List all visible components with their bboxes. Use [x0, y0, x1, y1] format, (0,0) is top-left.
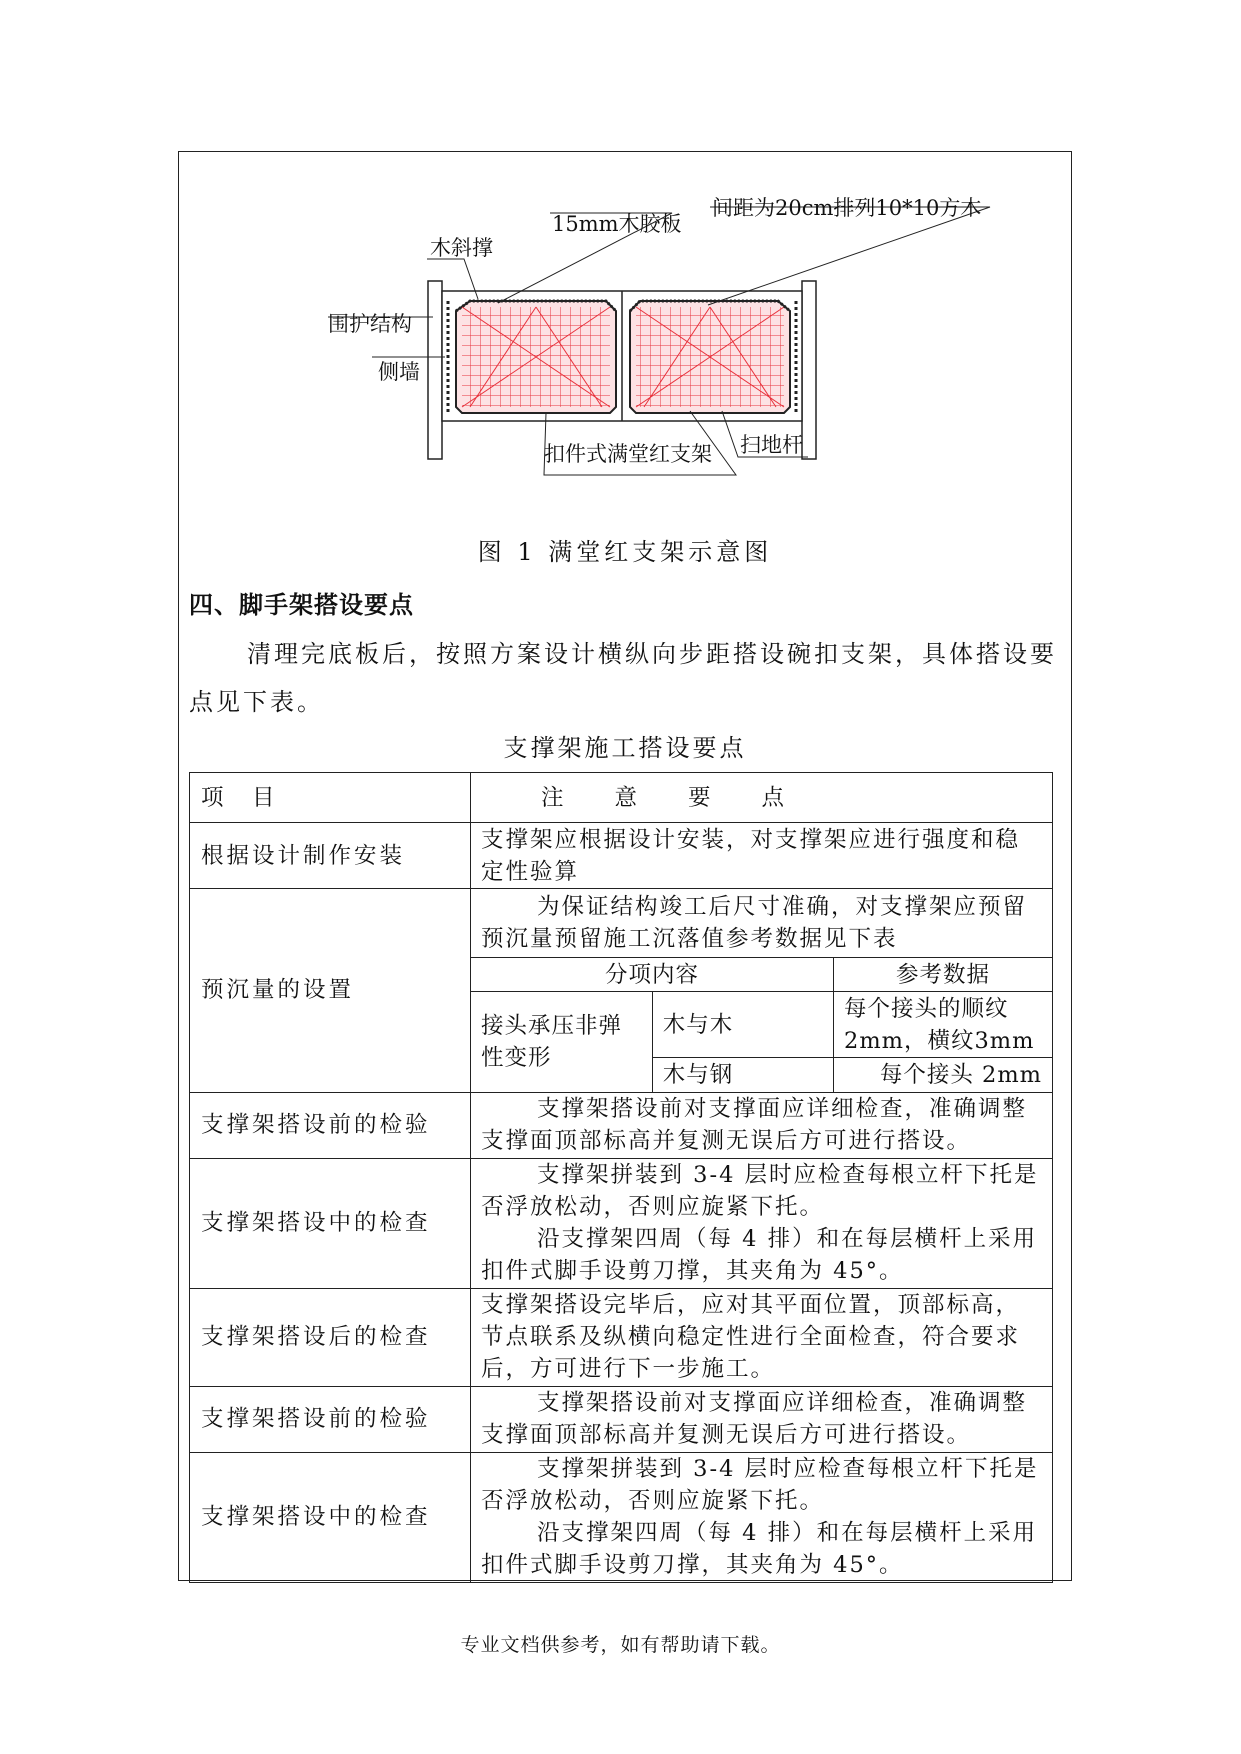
- header-points: 注 意 要 点: [471, 773, 1053, 823]
- label-side-wall: 侧墙: [378, 360, 420, 384]
- row-item: 支撑架搭设前的检验: [190, 1386, 471, 1452]
- label-square-timber: 间距为20cm排列10*10方木: [712, 196, 982, 220]
- label-full-support: 扣件式满堂红支架: [544, 442, 712, 466]
- page-footer: 专业文档供参考，如有帮助请下载。: [460, 1634, 781, 1656]
- table-row: [190, 1386, 1053, 1452]
- table-row: [190, 823, 1053, 889]
- presettlement-cell: [471, 889, 1053, 1093]
- row-item: 支撑架搭设中的检查: [190, 1452, 471, 1582]
- row-text: 支撑架搭设完毕后，应对其平面位置，顶部标高，节点联系及纵横向稳定性进行全面检查，符合要求后，方可进行下一步施工。: [471, 1288, 1053, 1386]
- support-diagram: [180, 195, 1070, 495]
- row-item: 根据设计制作安装: [190, 823, 471, 889]
- label-retaining-structure: 围护结构: [328, 312, 412, 336]
- row-text: 支撑架应根据设计安装，对支撑架应进行强度和稳定性验算: [471, 823, 1053, 889]
- row-item: 支撑架搭设中的检查: [190, 1158, 471, 1288]
- right-support-cell: [630, 301, 790, 413]
- table-row: [190, 1288, 1053, 1386]
- presettlement-intro: 为保证结构竣工后尺寸准确，对支撑架应预留预沉量预留施工沉落值参考数据见下表: [481, 894, 1028, 952]
- left-support-cell: [456, 301, 616, 413]
- sub-type: 木与钢: [652, 1058, 833, 1092]
- header-item: 项 目: [190, 773, 471, 823]
- row-text: 支撑架拼装到 3-4 层时应检查每根立杆下托是否浮放松动，否则应旋紧下托。 沿支撑架四周（每 4 排）和在每层横杆上采用扣件式脚手设剪刀撑，其夹角为 45°。: [471, 1452, 1053, 1582]
- left-retaining-wall: [428, 281, 442, 459]
- table-header-row: [190, 773, 1053, 823]
- table-row: [190, 1158, 1053, 1288]
- row-item: 支撑架搭设后的检查: [190, 1288, 471, 1386]
- row-item: 支撑架搭设前的检验: [190, 1092, 471, 1158]
- sub-type: 木与木: [652, 992, 833, 1058]
- row-text: 支撑架拼装到 3-4 层时应检查每根立杆下托是否浮放松动，否则应旋紧下托。 沿支撑架四周（每 4 排）和在每层横杆上采用扣件式脚手设剪刀撑，其夹角为 45°。: [471, 1158, 1053, 1288]
- section-title: 四、脚手架搭设要点: [189, 591, 414, 619]
- table-row: [190, 1452, 1053, 1582]
- table-row: [190, 889, 1053, 1093]
- sub-value: 每个接头 2mm: [834, 1058, 1053, 1092]
- construction-points-table: [189, 772, 1053, 1583]
- figure-caption: 图 1 满堂红支架示意图: [477, 538, 773, 566]
- row-item: 预沉量的设置: [190, 889, 471, 1093]
- row-text: 支撑架搭设前对支撑面应详细检查，准确调整支撑面顶部标高并复测无误后方可进行搭设。: [471, 1386, 1053, 1452]
- sub-value: 每个接头的顺纹2mm，横纹3mm: [834, 992, 1053, 1058]
- label-plywood: 15mm木胶板: [552, 212, 682, 236]
- table-row: [190, 1092, 1053, 1158]
- row-text: 支撑架搭设前对支撑面应详细检查，准确调整支撑面顶部标高并复测无误后方可进行搭设。: [471, 1092, 1053, 1158]
- sub-header-ref: 参考数据: [834, 958, 1053, 992]
- presettlement-subtable: [471, 957, 1052, 1092]
- sub-category: 接头承压非弹性变形: [471, 992, 652, 1092]
- label-sweep-rod: 扫地杆: [740, 433, 803, 457]
- sub-header-content: 分项内容: [471, 958, 834, 992]
- label-diagonal-brace: 木斜撑: [430, 236, 493, 260]
- right-retaining-wall: [802, 281, 816, 459]
- section-paragraph: 清理完底板后，按照方案设计横纵向步距搭设碗扣支架，具体搭设要点见下表。: [189, 640, 1057, 716]
- table-title: 支撑架施工搭设要点: [503, 734, 747, 762]
